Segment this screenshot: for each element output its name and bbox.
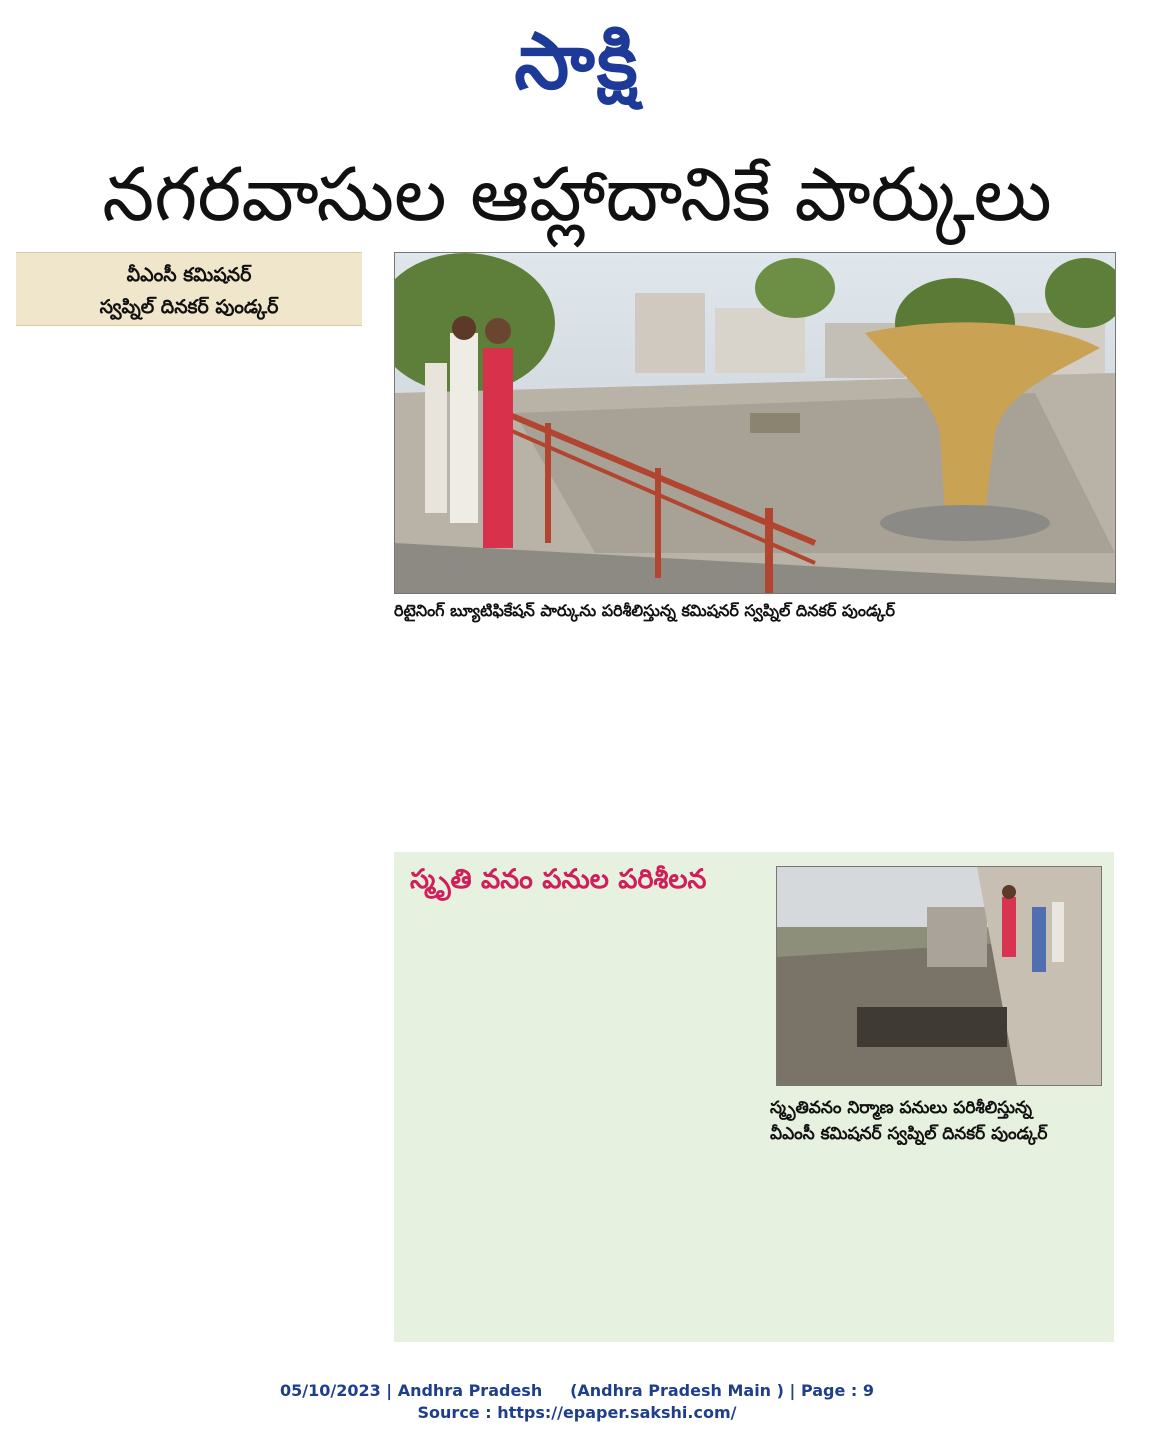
smriti-photo-caption	[770, 1095, 1110, 1147]
smriti-vanam-title: స్మృతి వనం పనుల పరిశీలన	[410, 864, 707, 895]
footer-source-link[interactable]: https://epaper.sakshi.com/	[497, 1403, 737, 1422]
footer-meta: 05/10/2023 | Andhra Pradesh (Andhra Pradesh Main ) | Page : 9	[279, 1381, 875, 1400]
footer-date: 05/10/2023	[279, 1381, 381, 1400]
byline-name: స్వప్నిల్ దినకర్ పుండ్కర్	[99, 296, 279, 318]
byline-box	[16, 252, 362, 326]
main-photo-caption: రిటైనింగ్ బ్యూటిఫికేషన్ పార్కును పరిశీలిస్తున్న కమిషనర్ స్వప్నిల్ దినకర్ పుండ్కర్	[394, 601, 895, 620]
masthead-logo: సాక్షి	[514, 17, 640, 107]
footer-region: Andhra Pradesh	[397, 1381, 543, 1400]
footer-edition: (Andhra Pradesh Main )	[570, 1381, 784, 1400]
footer-source-label: Source :	[417, 1403, 492, 1422]
byline-title: వీఎంసీ కమిషనర్	[126, 264, 252, 286]
page-headline: నగరవాసుల ఆహ్లాదానికే పార్కులు	[102, 152, 1052, 238]
smriti-vanam-photo	[776, 866, 1102, 1086]
smriti-caption-line2: వీఎంసీ కమిషనర్ స్వప్నిల్ దినకర్ పుండ్కర్	[770, 1124, 1048, 1144]
footer-page: Page : 9	[800, 1381, 875, 1400]
park-inspection-photo	[394, 252, 1116, 594]
smriti-caption-line1: స్మృతివనం నిర్మాణ పనులు పరిశీలిస్తున్న	[770, 1098, 1033, 1118]
footer-source	[0, 1402, 1154, 1424]
